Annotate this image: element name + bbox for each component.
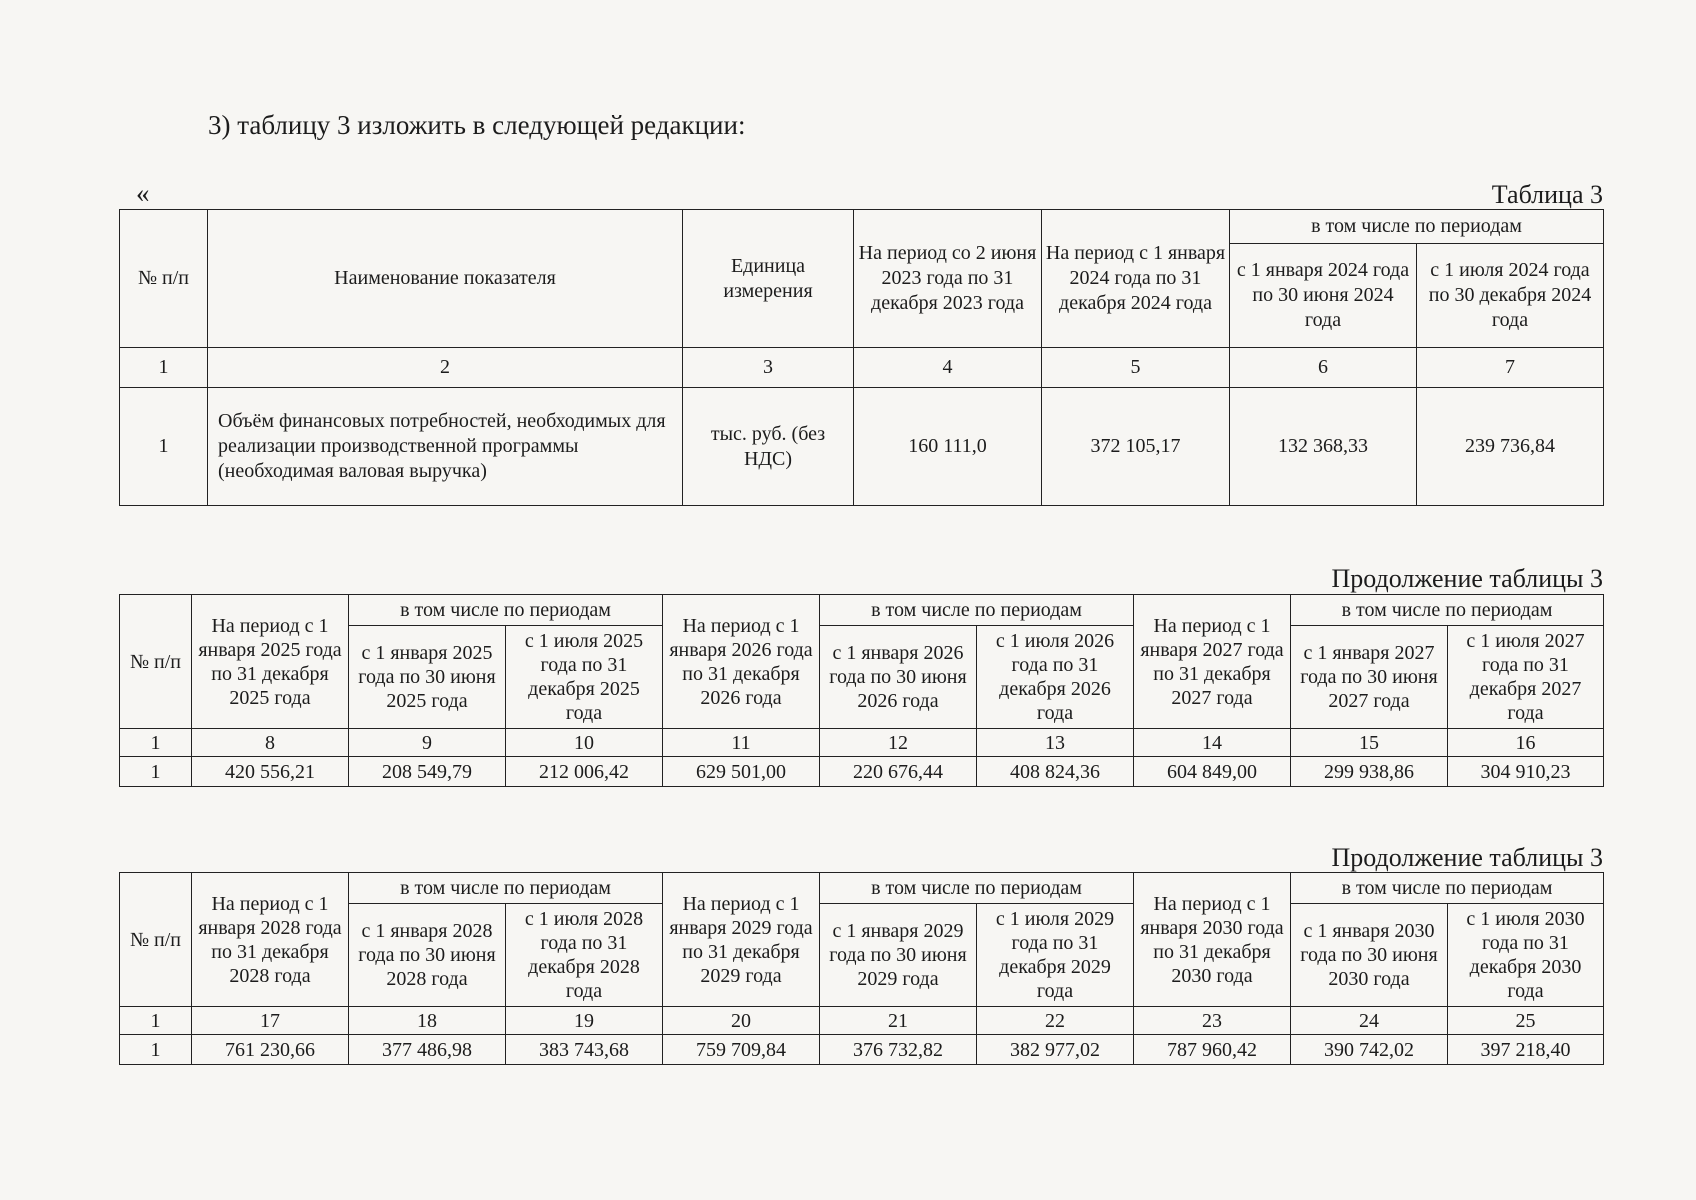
col-number: 22 bbox=[977, 1007, 1134, 1035]
header-period-2025: На период с 1 января 2025 года по 31 декабря 2025 года bbox=[192, 595, 349, 729]
value-cell: 212 006,42 bbox=[506, 757, 663, 787]
table1-caption: Таблица 3 bbox=[1491, 180, 1603, 209]
header-h1-2027: с 1 января 2027 года по 30 июня 2027 года bbox=[1291, 626, 1448, 729]
col-number: 2 bbox=[208, 348, 683, 388]
value-cell: 132 368,33 bbox=[1230, 388, 1417, 506]
header-num: № п/п bbox=[120, 210, 208, 348]
value-cell: 604 849,00 bbox=[1134, 757, 1291, 787]
value-cell: 420 556,21 bbox=[192, 757, 349, 787]
header-h2-2029: с 1 июля 2029 года по 31 декабря 2029 года bbox=[977, 904, 1134, 1007]
header-unit: Единица измерения bbox=[683, 210, 854, 348]
table3-caption: Продолжение таблицы 3 bbox=[1331, 843, 1603, 872]
header-period-2029: На период с 1 января 2029 года по 31 декабря 2029 года bbox=[663, 873, 820, 1007]
header-period-2028: На период с 1 января 2028 года по 31 декабря 2028 года bbox=[192, 873, 349, 1007]
header-h2-2028: с 1 июля 2028 года по 31 декабря 2028 года bbox=[506, 904, 663, 1007]
col-number: 9 bbox=[349, 729, 506, 757]
col-number: 1 bbox=[120, 729, 192, 757]
col-number: 6 bbox=[1230, 348, 1417, 388]
value-cell: 397 218,40 bbox=[1448, 1035, 1604, 1065]
header-h2-2025: с 1 июля 2025 года по 31 декабря 2025 года bbox=[506, 626, 663, 729]
header-period-2027: На период с 1 января 2027 года по 31 декабря 2027 года bbox=[1134, 595, 1291, 729]
value-cell: 208 549,79 bbox=[349, 757, 506, 787]
header-h1-2029: с 1 января 2029 года по 30 июня 2029 года bbox=[820, 904, 977, 1007]
table2-continuation bbox=[119, 594, 1604, 787]
header-including-periods: в том числе по периодам bbox=[1291, 595, 1604, 626]
col-number: 11 bbox=[663, 729, 820, 757]
value-cell: 220 676,44 bbox=[820, 757, 977, 787]
header-including-periods: в том числе по периодам bbox=[820, 595, 1134, 626]
table-row bbox=[120, 388, 1604, 506]
col-number: 15 bbox=[1291, 729, 1448, 757]
value-cell: 382 977,02 bbox=[977, 1035, 1134, 1065]
row-num: 1 bbox=[120, 1035, 192, 1065]
header-period-2024: На период с 1 января 2024 года по 31 декабря 2024 года bbox=[1042, 210, 1230, 348]
col-number: 1 bbox=[120, 348, 208, 388]
col-number: 25 bbox=[1448, 1007, 1604, 1035]
header-name: Наименование показателя bbox=[208, 210, 683, 348]
row-unit: тыс. руб. (без НДС) bbox=[683, 388, 854, 506]
col-number: 8 bbox=[192, 729, 349, 757]
row-indicator-name: Объём финансовых потребностей, необходимых для реализации производственной программы (необходимая валовая выручка) bbox=[208, 388, 683, 506]
value-cell: 759 709,84 bbox=[663, 1035, 820, 1065]
table3-continuation bbox=[119, 872, 1604, 1065]
value-cell: 160 111,0 bbox=[854, 388, 1042, 506]
col-number: 10 bbox=[506, 729, 663, 757]
header-including-periods: в том числе по периодам bbox=[820, 873, 1134, 904]
header-h2-2026: с 1 июля 2026 года по 31 декабря 2026 года bbox=[977, 626, 1134, 729]
col-number: 13 bbox=[977, 729, 1134, 757]
header-h2-2030: с 1 июля 2030 года по 31 декабря 2030 года bbox=[1448, 904, 1604, 1007]
col-number: 19 bbox=[506, 1007, 663, 1035]
col-number: 5 bbox=[1042, 348, 1230, 388]
col-number: 17 bbox=[192, 1007, 349, 1035]
table2-caption: Продолжение таблицы 3 bbox=[1331, 564, 1603, 593]
value-cell: 372 105,17 bbox=[1042, 388, 1230, 506]
header-num: № п/п bbox=[120, 595, 192, 729]
header-h1-2026: с 1 января 2026 года по 30 июня 2026 года bbox=[820, 626, 977, 729]
opening-quote: « bbox=[136, 178, 150, 208]
col-number: 7 bbox=[1417, 348, 1604, 388]
header-h2-2024: с 1 июля 2024 года по 30 декабря 2024 года bbox=[1417, 244, 1604, 348]
col-number: 3 bbox=[683, 348, 854, 388]
value-cell: 377 486,98 bbox=[349, 1035, 506, 1065]
header-h1-2024: с 1 января 2024 года по 30 июня 2024 года bbox=[1230, 244, 1417, 348]
value-cell: 390 742,02 bbox=[1291, 1035, 1448, 1065]
value-cell: 787 960,42 bbox=[1134, 1035, 1291, 1065]
header-including-periods: в том числе по периодам bbox=[349, 595, 663, 626]
header-period-2026: На период с 1 января 2026 года по 31 декабря 2026 года bbox=[663, 595, 820, 729]
header-period-2030: На период с 1 января 2030 года по 31 декабря 2030 года bbox=[1134, 873, 1291, 1007]
col-number: 12 bbox=[820, 729, 977, 757]
col-number: 21 bbox=[820, 1007, 977, 1035]
col-number: 1 bbox=[120, 1007, 192, 1035]
col-number: 16 bbox=[1448, 729, 1604, 757]
table-row bbox=[120, 757, 1604, 787]
value-cell: 376 732,82 bbox=[820, 1035, 977, 1065]
col-number: 23 bbox=[1134, 1007, 1291, 1035]
col-number: 24 bbox=[1291, 1007, 1448, 1035]
amendment-intro: 3) таблицу 3 изложить в следующей редакции: bbox=[208, 110, 746, 140]
header-h1-2025: с 1 января 2025 года по 30 июня 2025 года bbox=[349, 626, 506, 729]
col-number: 14 bbox=[1134, 729, 1291, 757]
header-including-periods: в том числе по периодам bbox=[349, 873, 663, 904]
value-cell: 299 938,86 bbox=[1291, 757, 1448, 787]
row-num: 1 bbox=[120, 757, 192, 787]
value-cell: 408 824,36 bbox=[977, 757, 1134, 787]
row-num: 1 bbox=[120, 388, 208, 506]
header-including-periods: в том числе по периодам bbox=[1230, 210, 1604, 244]
value-cell: 239 736,84 bbox=[1417, 388, 1604, 506]
value-cell: 304 910,23 bbox=[1448, 757, 1604, 787]
table1 bbox=[119, 209, 1604, 506]
header-h1-2030: с 1 января 2030 года по 30 июня 2030 года bbox=[1291, 904, 1448, 1007]
header-including-periods: в том числе по периодам bbox=[1291, 873, 1604, 904]
table-row bbox=[120, 1035, 1604, 1065]
col-number: 4 bbox=[854, 348, 1042, 388]
value-cell: 383 743,68 bbox=[506, 1035, 663, 1065]
header-period-2023: На период со 2 июня 2023 года по 31 декабря 2023 года bbox=[854, 210, 1042, 348]
value-cell: 761 230,66 bbox=[192, 1035, 349, 1065]
header-num: № п/п bbox=[120, 873, 192, 1007]
header-h2-2027: с 1 июля 2027 года по 31 декабря 2027 года bbox=[1448, 626, 1604, 729]
header-h1-2028: с 1 января 2028 года по 30 июня 2028 года bbox=[349, 904, 506, 1007]
col-number: 18 bbox=[349, 1007, 506, 1035]
value-cell: 629 501,00 bbox=[663, 757, 820, 787]
col-number: 20 bbox=[663, 1007, 820, 1035]
